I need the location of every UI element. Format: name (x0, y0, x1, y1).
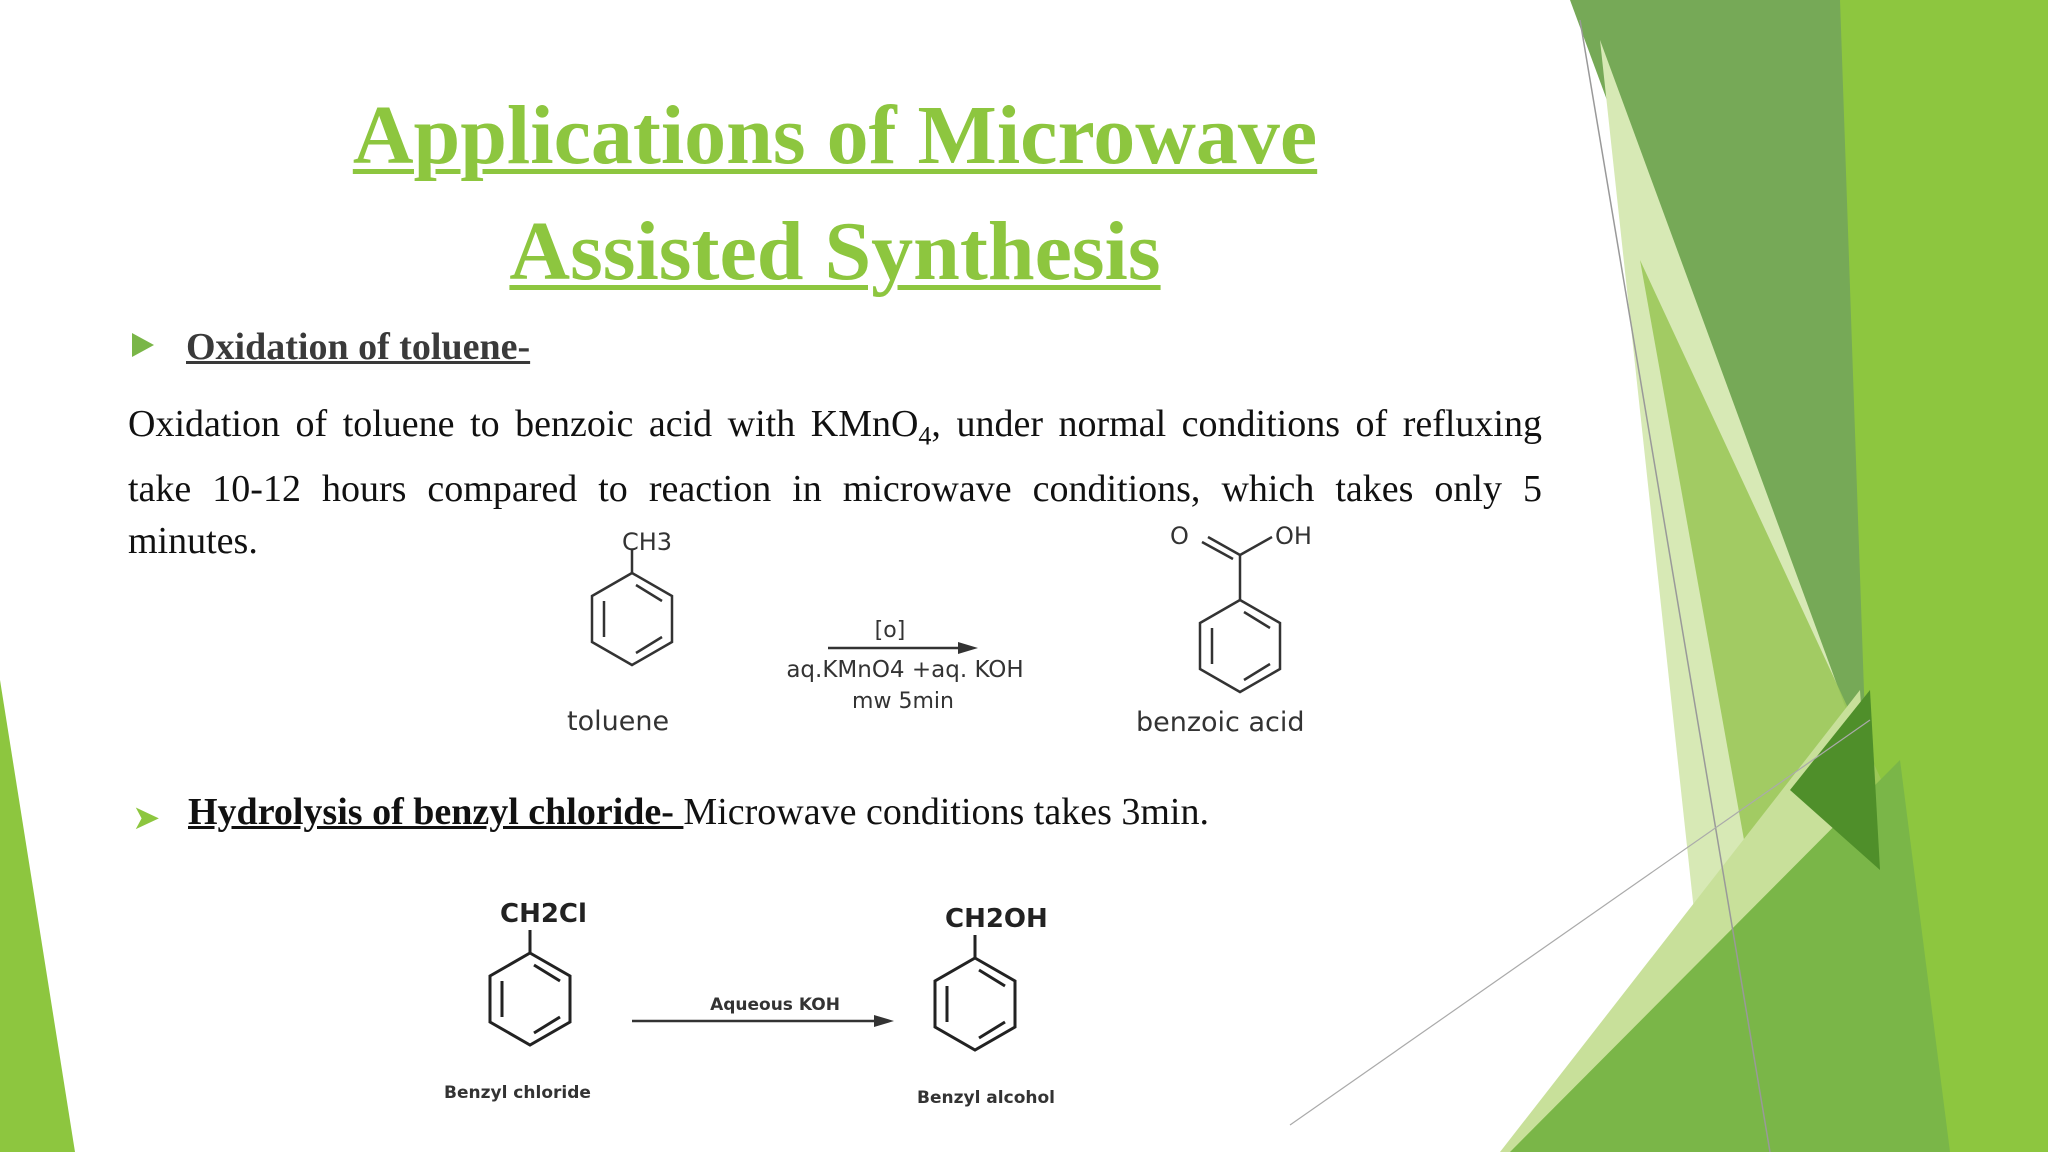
arrow-oxidant-top: [o] (874, 618, 906, 643)
reaction-arrow-2-head (874, 1015, 894, 1027)
benzoic-oh-label: OH (1275, 522, 1312, 550)
reaction-arrow-1-head (958, 642, 978, 654)
benzoic-acid-name: benzoic acid (1136, 707, 1305, 738)
slide-title (180, 78, 1490, 310)
benzoic-o-label: O (1170, 522, 1189, 550)
toluene-name: toluene (567, 706, 670, 737)
toluene-ch3-label: CH3 (622, 528, 673, 556)
left-green-wedge (0, 680, 75, 1152)
section2-line (188, 790, 1209, 834)
para-subscript: 4 (918, 421, 932, 451)
arrow-reagent-label: Aqueous KOH (710, 995, 840, 1015)
toluene-oxidation-scheme (550, 515, 1380, 745)
benzyl-chloride-group-label: CH2Cl (500, 899, 587, 929)
benzoic-acid-structure (1200, 537, 1280, 692)
title-line-2: Assisted Synthesis (509, 205, 1161, 298)
benzyl-alcohol-structure (935, 935, 1015, 1050)
section1-heading: Oxidation of toluene- (186, 326, 531, 368)
section2-heading: Hydrolysis of benzyl chloride- (188, 791, 684, 833)
arrow-reagent-mid: aq.KMnO4 +aq. KOH (786, 657, 1024, 683)
chevron-arrow-icon: ➤ (132, 798, 161, 838)
triangle-right-icon (132, 333, 154, 357)
arrow-condition-bottom: mw 5min (852, 689, 954, 714)
section2-text: Microwave conditions takes 3min. (683, 791, 1209, 833)
benzyl-chloride-hydrolysis-scheme (430, 885, 1190, 1115)
toluene-structure (592, 550, 672, 665)
para-part-a: Oxidation of toluene to benzoic acid with KMnO (128, 403, 919, 445)
title-line-1: Applications of Microwave (352, 89, 1318, 182)
benzyl-chloride-structure (490, 930, 570, 1045)
benzyl-chloride-name: Benzyl chloride (444, 1083, 591, 1103)
para-part-b: , under normal conditions of refluxing take 10-12 hours compared to reaction in microwave conditions, which takes only 5 minutes. (128, 403, 1542, 562)
benzyl-alcohol-name: Benzyl alcohol (917, 1088, 1055, 1108)
benzyl-alcohol-group-label: CH2OH (945, 904, 1048, 934)
